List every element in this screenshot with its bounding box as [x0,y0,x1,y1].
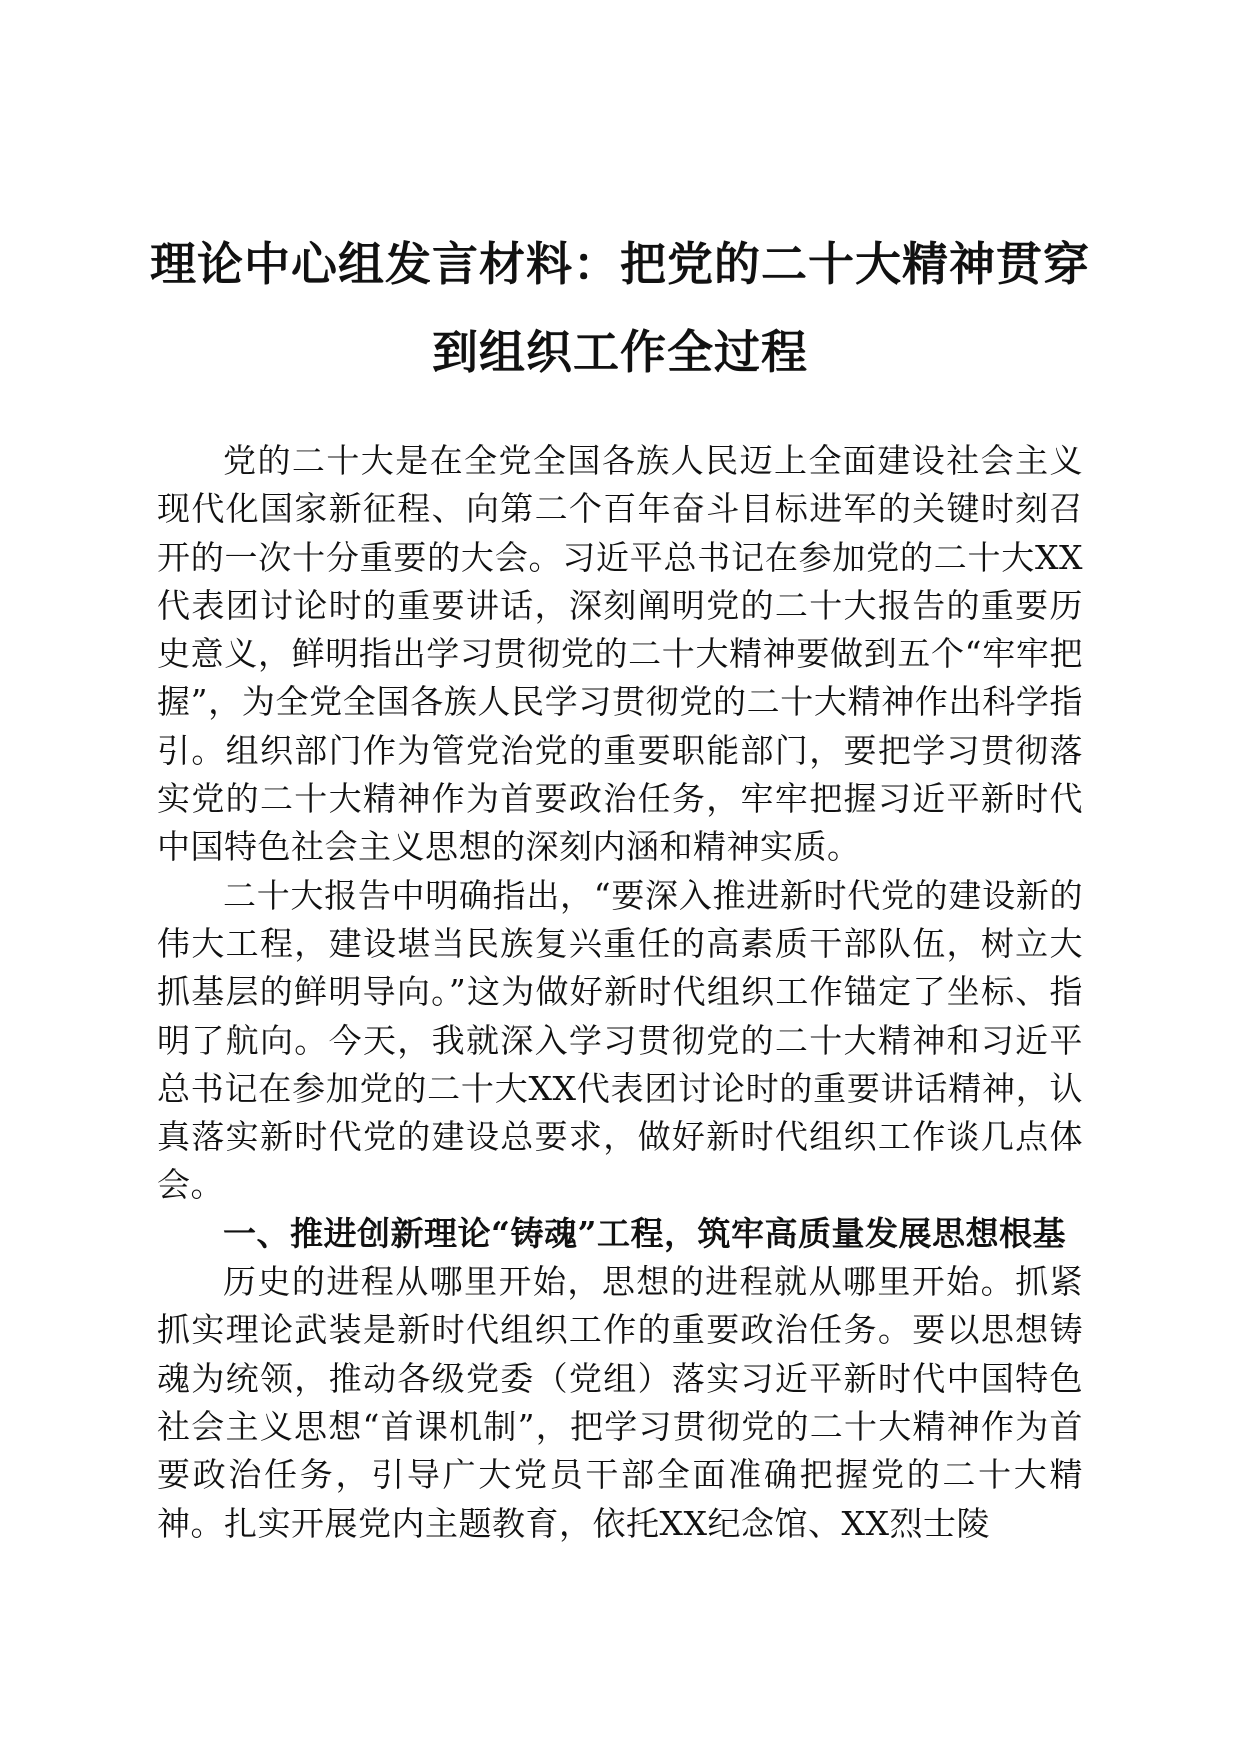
section-heading-1: 一、推进创新理论“铸魂”工程，筑牢高质量发展思想根基 [223,1213,1066,1253]
body-paragraph-1: 党的二十大是在全党全国各族人民迈上全面建设社会主义现代化国家新征程、向第二个百年奋斗目标进军的关键时刻召开的一次十分重要的大会。习近平总书记在参加党的二十大XX代表团讨论时的重要讲话，深刻阐明党的二十大报告的重要历史意义，鲜明指出学习贯彻党的二十大精神要做到五个“牢牢把握”，为全党全国各族人民学习贯彻党的二十大精神作出科学指引。组织部门作为管党治党的重要职能部门，要把学习贯彻落实党的二十大精神作为首要政治任务，牢牢把握习近平新时代中国特色社会主义思想的深刻内涵和精神实质。 [157,441,1083,867]
title-line-2: 到组织工作全过程 [432,325,808,379]
document-title [150,220,1090,396]
body-paragraph-2: 二十大报告中明确指出，“要深入推进新时代党的建设新的伟大工程，建设堪当民族复兴重任的高素质干部队伍，树立大抓基层的鲜明导向。”这为做好新时代组织工作锚定了坐标、指明了航向。今天，我就深入学习贯彻党的二十大精神和习近平总书记在参加党的二十大XX代表团讨论时的重要讲话精神，认真落实新时代党的建设总要求，做好新时代组织工作谈几点体会。 [157,875,1083,1205]
title-line-1: 理论中心组发言材料：把党的二十大精神贯穿 [150,237,1090,291]
document-body [157,437,1083,1548]
section-1-paragraph: 历史的进程从哪里开始，思想的进程就从哪里开始。抓紧抓实理论武装是新时代组织工作的重要政治任务。要以思想铸魂为统领，推动各级党委（党组）落实习近平新时代中国特色社会主义思想“首课机制”，把学习贯彻党的二十大精神作为首要政治任务，引导广大党员干部全面准确把握党的二十大精神。扎实开展党内主题教育，依托XX纪念馆、XX烈士陵 [157,1262,1083,1543]
